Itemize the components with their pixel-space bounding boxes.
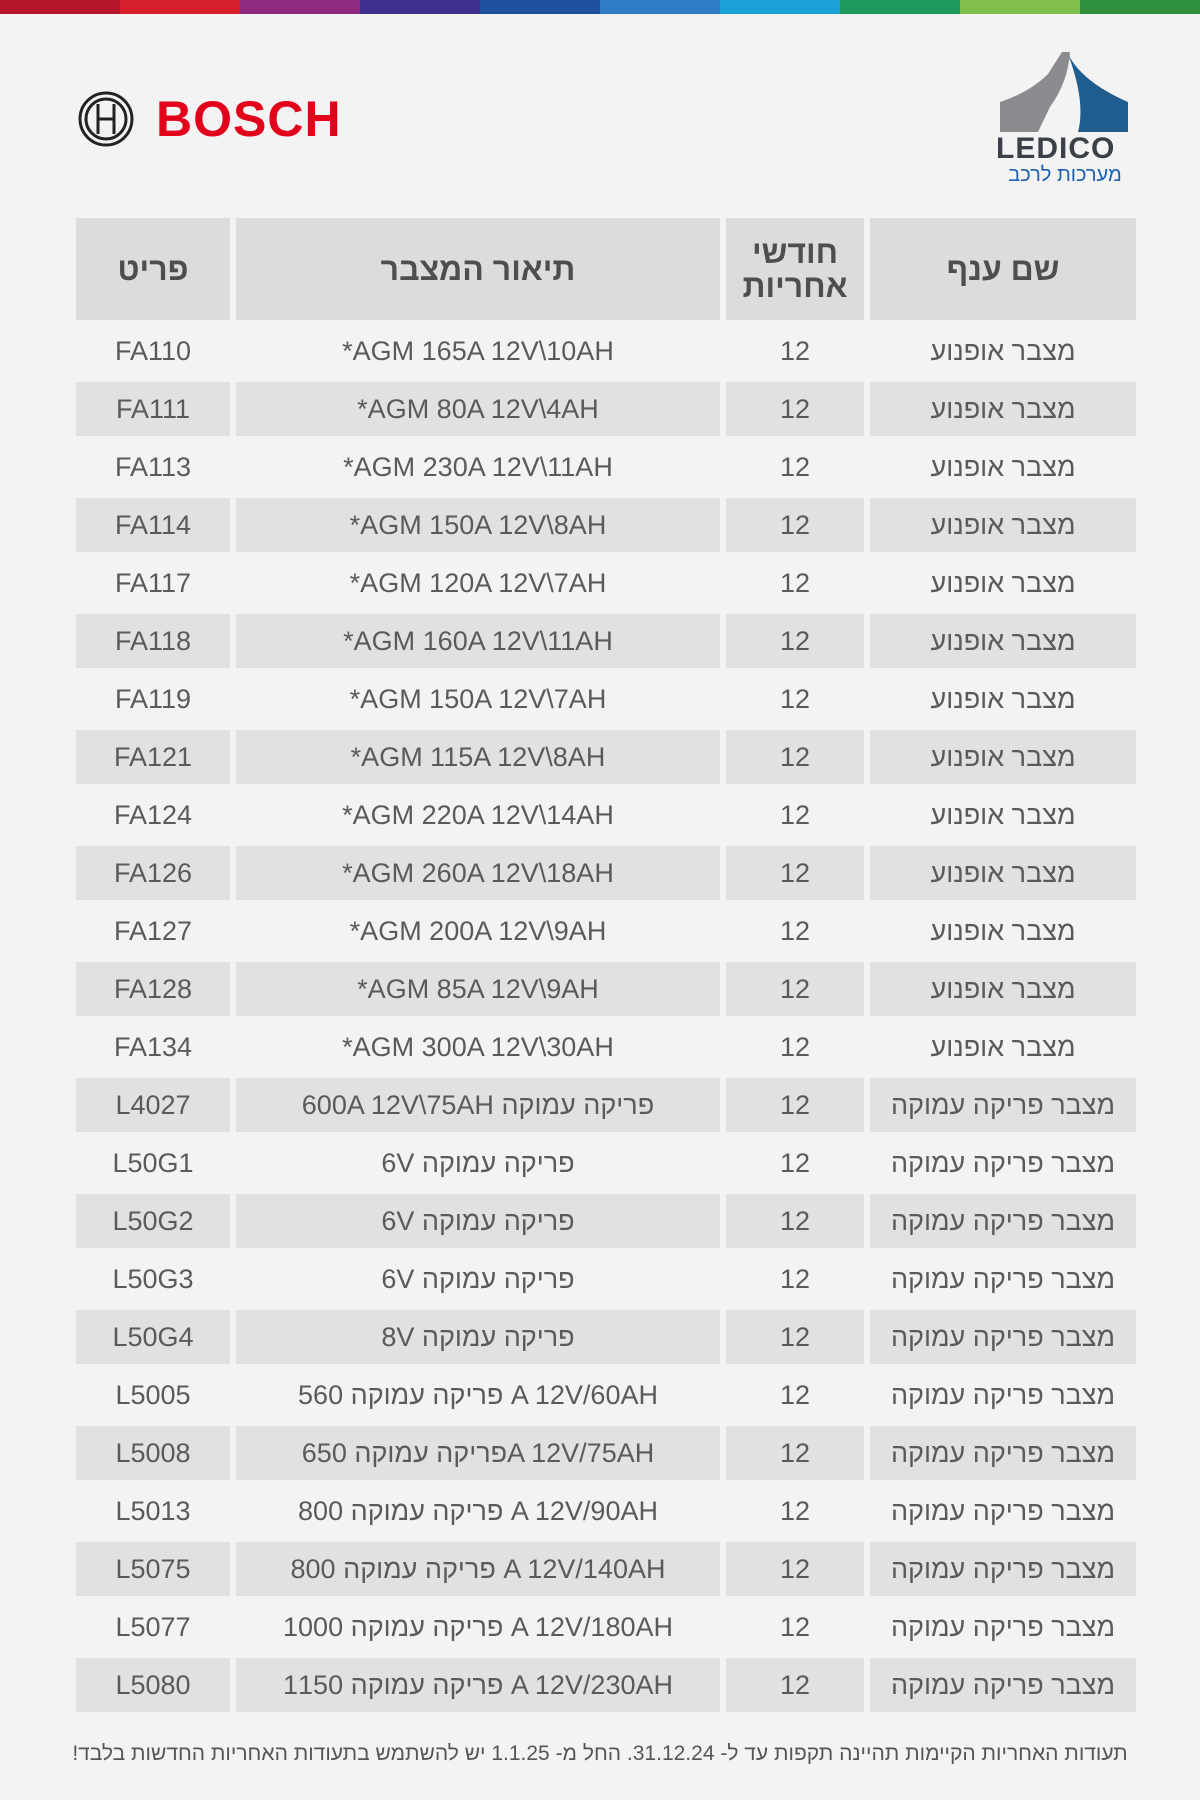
cell-description: *AGM 115A 12V\8AH bbox=[236, 730, 720, 784]
header-warranty-months: חודשי אחריות bbox=[726, 218, 864, 320]
table-row bbox=[76, 614, 1136, 668]
cell-item-code: L5075 bbox=[76, 1542, 230, 1596]
cell-item-code: L4027 bbox=[76, 1078, 230, 1132]
cell-description: 560 פריקה עמוקה A 12V/60AH bbox=[298, 1379, 658, 1410]
cell-item-code: L5005 bbox=[115, 1379, 191, 1410]
cell-item-code: FA118 bbox=[76, 614, 230, 668]
cell-warranty-months: 12 bbox=[726, 1658, 864, 1712]
cell-item-code: FA110 bbox=[114, 335, 192, 366]
cell-description: 650 פריקה עמוקהA 12V/75AH bbox=[236, 1426, 720, 1480]
header-category: שם ענף bbox=[870, 218, 1136, 320]
cell-category: מצבר אופנוע bbox=[930, 799, 1076, 830]
cell-category: מצבר פריקה עמוקה bbox=[870, 1078, 1136, 1132]
table-row bbox=[76, 498, 1136, 552]
cell-description: *AGM 300A 12V\30AH bbox=[342, 1031, 614, 1062]
cell-category: מצבר אופנוע bbox=[930, 683, 1076, 714]
cell-category: מצבר אופנוע bbox=[870, 614, 1136, 668]
table-body bbox=[76, 324, 1136, 1712]
cell-description: 6V פריקה עמוקה bbox=[381, 1147, 575, 1178]
cell-category: מצבר פריקה עמוקה bbox=[890, 1379, 1116, 1410]
cell-item-code: L5013 bbox=[115, 1495, 191, 1526]
cell-warranty-months: 12 bbox=[726, 1310, 864, 1364]
cell-warranty-months: 12 bbox=[779, 1263, 811, 1294]
battery-price-table bbox=[70, 214, 1142, 1716]
cell-item-code: FA124 bbox=[113, 799, 193, 830]
table-row bbox=[76, 1078, 1136, 1132]
cell-item-code: FA128 bbox=[76, 962, 230, 1016]
cell-description: *AGM 80A 12V\4AH bbox=[236, 382, 720, 436]
cell-category: מצבר אופנוע bbox=[870, 498, 1136, 552]
cell-item-code: L5080 bbox=[76, 1658, 230, 1712]
cell-category: מצבר פריקה עמוקה bbox=[870, 1194, 1136, 1248]
table-row bbox=[76, 672, 1136, 726]
header-battery-description: תיאור המצבר bbox=[236, 218, 720, 320]
cell-category: מצבר פריקה עמוקה bbox=[870, 1310, 1136, 1364]
cell-warranty-months: 12 bbox=[726, 498, 864, 552]
cell-description: 800 פריקה עמוקה A 12V/90AH bbox=[298, 1495, 658, 1526]
bosch-logo bbox=[78, 90, 342, 148]
cell-description: *AGM 260A 12V\18AH bbox=[236, 846, 720, 900]
cell-warranty-months: 12 bbox=[726, 846, 864, 900]
cell-item-code: FA119 bbox=[114, 683, 192, 714]
ledico-wordmark: LEDICO bbox=[996, 132, 1116, 165]
cell-description: 600A 12V\75AH פריקה עמוקה bbox=[236, 1078, 720, 1132]
cell-description: *AGM 85A 12V\9AH bbox=[236, 962, 720, 1016]
cell-description: *AGM 220A 12V\14AH bbox=[342, 799, 614, 830]
cell-description: *AGM 120A 12V\7AH bbox=[349, 567, 607, 598]
table-row bbox=[76, 1484, 1136, 1538]
bosch-armature-icon bbox=[78, 91, 134, 147]
bosch-wordmark: BOSCH bbox=[156, 91, 342, 147]
cell-item-code: FA113 bbox=[114, 451, 192, 482]
cell-category: מצבר אופנוע bbox=[870, 846, 1136, 900]
cell-warranty-months: 12 bbox=[779, 1495, 811, 1526]
cell-description: *AGM 200A 12V\9AH bbox=[349, 915, 607, 946]
cell-warranty-months: 12 bbox=[779, 451, 811, 482]
cell-category: מצבר פריקה עמוקה bbox=[890, 1495, 1116, 1526]
cell-item-code: FA121 bbox=[76, 730, 230, 784]
cell-warranty-months: 12 bbox=[726, 1194, 864, 1248]
table-row bbox=[76, 1368, 1136, 1422]
ledico-emblem-icon bbox=[990, 52, 1140, 134]
warranty-footnote: תעודות האחריות הקיימות תהיינה תקפות עד ל- 31.12.24. החל מ- 1.1.25 יש להשתמש בתעודות האחריות החדשות בלבד! bbox=[72, 1742, 1128, 1765]
cell-warranty-months: 12 bbox=[726, 382, 864, 436]
cell-item-code: L50G1 bbox=[112, 1147, 194, 1178]
table-row bbox=[76, 846, 1136, 900]
cell-category: מצבר אופנוע bbox=[870, 730, 1136, 784]
cell-item-code: L5008 bbox=[76, 1426, 230, 1480]
top-color-stripe bbox=[0, 0, 1200, 14]
cell-warranty-months: 12 bbox=[779, 335, 811, 366]
cell-item-code: L50G3 bbox=[112, 1263, 194, 1294]
cell-item-code: FA134 bbox=[113, 1031, 193, 1062]
table-row bbox=[76, 1600, 1136, 1654]
table-row bbox=[76, 1252, 1136, 1306]
table-row bbox=[76, 730, 1136, 784]
table-row bbox=[76, 962, 1136, 1016]
cell-warranty-months: 12 bbox=[726, 730, 864, 784]
cell-item-code: FA126 bbox=[76, 846, 230, 900]
cell-category: מצבר אופנוע bbox=[930, 915, 1076, 946]
cell-warranty-months: 12 bbox=[779, 1031, 811, 1062]
cell-warranty-months: 12 bbox=[726, 1426, 864, 1480]
table-row bbox=[76, 1658, 1136, 1712]
ledico-tagline: מערכות לרכב bbox=[1008, 164, 1122, 186]
cell-warranty-months: 12 bbox=[779, 799, 811, 830]
cell-category: מצבר אופנוע bbox=[930, 1031, 1076, 1062]
cell-category: מצבר פריקה עמוקה bbox=[890, 1611, 1116, 1642]
cell-warranty-months: 12 bbox=[779, 1611, 811, 1642]
cell-category: מצבר פריקה עמוקה bbox=[870, 1426, 1136, 1480]
cell-warranty-months: 12 bbox=[779, 1147, 811, 1178]
cell-item-code: L50G2 bbox=[76, 1194, 230, 1248]
table-row bbox=[76, 788, 1136, 842]
cell-description: 1150 פריקה עמוקה A 12V/230AH bbox=[236, 1658, 720, 1712]
cell-description: 6V פריקה עמוקה bbox=[381, 1263, 575, 1294]
cell-item-code: FA127 bbox=[113, 915, 193, 946]
table-row bbox=[76, 440, 1136, 494]
cell-description: *AGM 230A 12V\11AH bbox=[343, 451, 613, 482]
cell-category: מצבר פריקה עמוקה bbox=[870, 1658, 1136, 1712]
table-row bbox=[76, 1194, 1136, 1248]
cell-warranty-months: 12 bbox=[779, 567, 811, 598]
cell-description: *AGM 165A 12V\10AH bbox=[342, 335, 614, 366]
cell-category: מצבר אופנוע bbox=[870, 962, 1136, 1016]
cell-category: מצבר אופנוע bbox=[930, 567, 1076, 598]
table-header-row bbox=[76, 218, 1136, 320]
cell-warranty-months: 12 bbox=[726, 614, 864, 668]
table-row bbox=[76, 1542, 1136, 1596]
cell-warranty-months: 12 bbox=[726, 962, 864, 1016]
cell-item-code: FA117 bbox=[114, 567, 192, 598]
cell-category: מצבר אופנוע bbox=[930, 451, 1076, 482]
table-row bbox=[76, 1136, 1136, 1190]
table-row bbox=[76, 556, 1136, 610]
table-row bbox=[76, 1310, 1136, 1364]
cell-description: 1000 פריקה עמוקה A 12V/180AH bbox=[283, 1611, 673, 1642]
cell-description: *AGM 150A 12V\7AH bbox=[349, 683, 607, 714]
header-item-code: פריט bbox=[76, 218, 230, 320]
cell-description: 8V פריקה עמוקה bbox=[236, 1310, 720, 1364]
table-row bbox=[76, 1020, 1136, 1074]
cell-description: *AGM 160A 12V\11AH bbox=[236, 614, 720, 668]
cell-category: מצבר פריקה עמוקה bbox=[890, 1263, 1116, 1294]
cell-warranty-months: 12 bbox=[779, 915, 811, 946]
table-row bbox=[76, 1426, 1136, 1480]
cell-description: 800 פריקה עמוקה A 12V/140AH bbox=[236, 1542, 720, 1596]
cell-item-code: L5077 bbox=[115, 1611, 191, 1642]
cell-warranty-months: 12 bbox=[726, 1542, 864, 1596]
cell-warranty-months: 12 bbox=[726, 1078, 864, 1132]
cell-category: מצבר פריקה עמוקה bbox=[870, 1542, 1136, 1596]
cell-warranty-months: 12 bbox=[779, 683, 811, 714]
cell-item-code: L50G4 bbox=[76, 1310, 230, 1364]
cell-category: מצבר אופנוע bbox=[930, 335, 1076, 366]
table-row bbox=[76, 324, 1136, 378]
table-row bbox=[76, 382, 1136, 436]
cell-category: מצבר פריקה עמוקה bbox=[890, 1147, 1116, 1178]
cell-item-code: FA114 bbox=[76, 498, 230, 552]
cell-description: 6V פריקה עמוקה bbox=[236, 1194, 720, 1248]
ledico-logo bbox=[990, 52, 1140, 192]
cell-warranty-months: 12 bbox=[779, 1379, 811, 1410]
cell-description: *AGM 150A 12V\8AH bbox=[236, 498, 720, 552]
cell-category: מצבר אופנוע bbox=[870, 382, 1136, 436]
table-row bbox=[76, 904, 1136, 958]
cell-item-code: FA111 bbox=[76, 382, 230, 436]
